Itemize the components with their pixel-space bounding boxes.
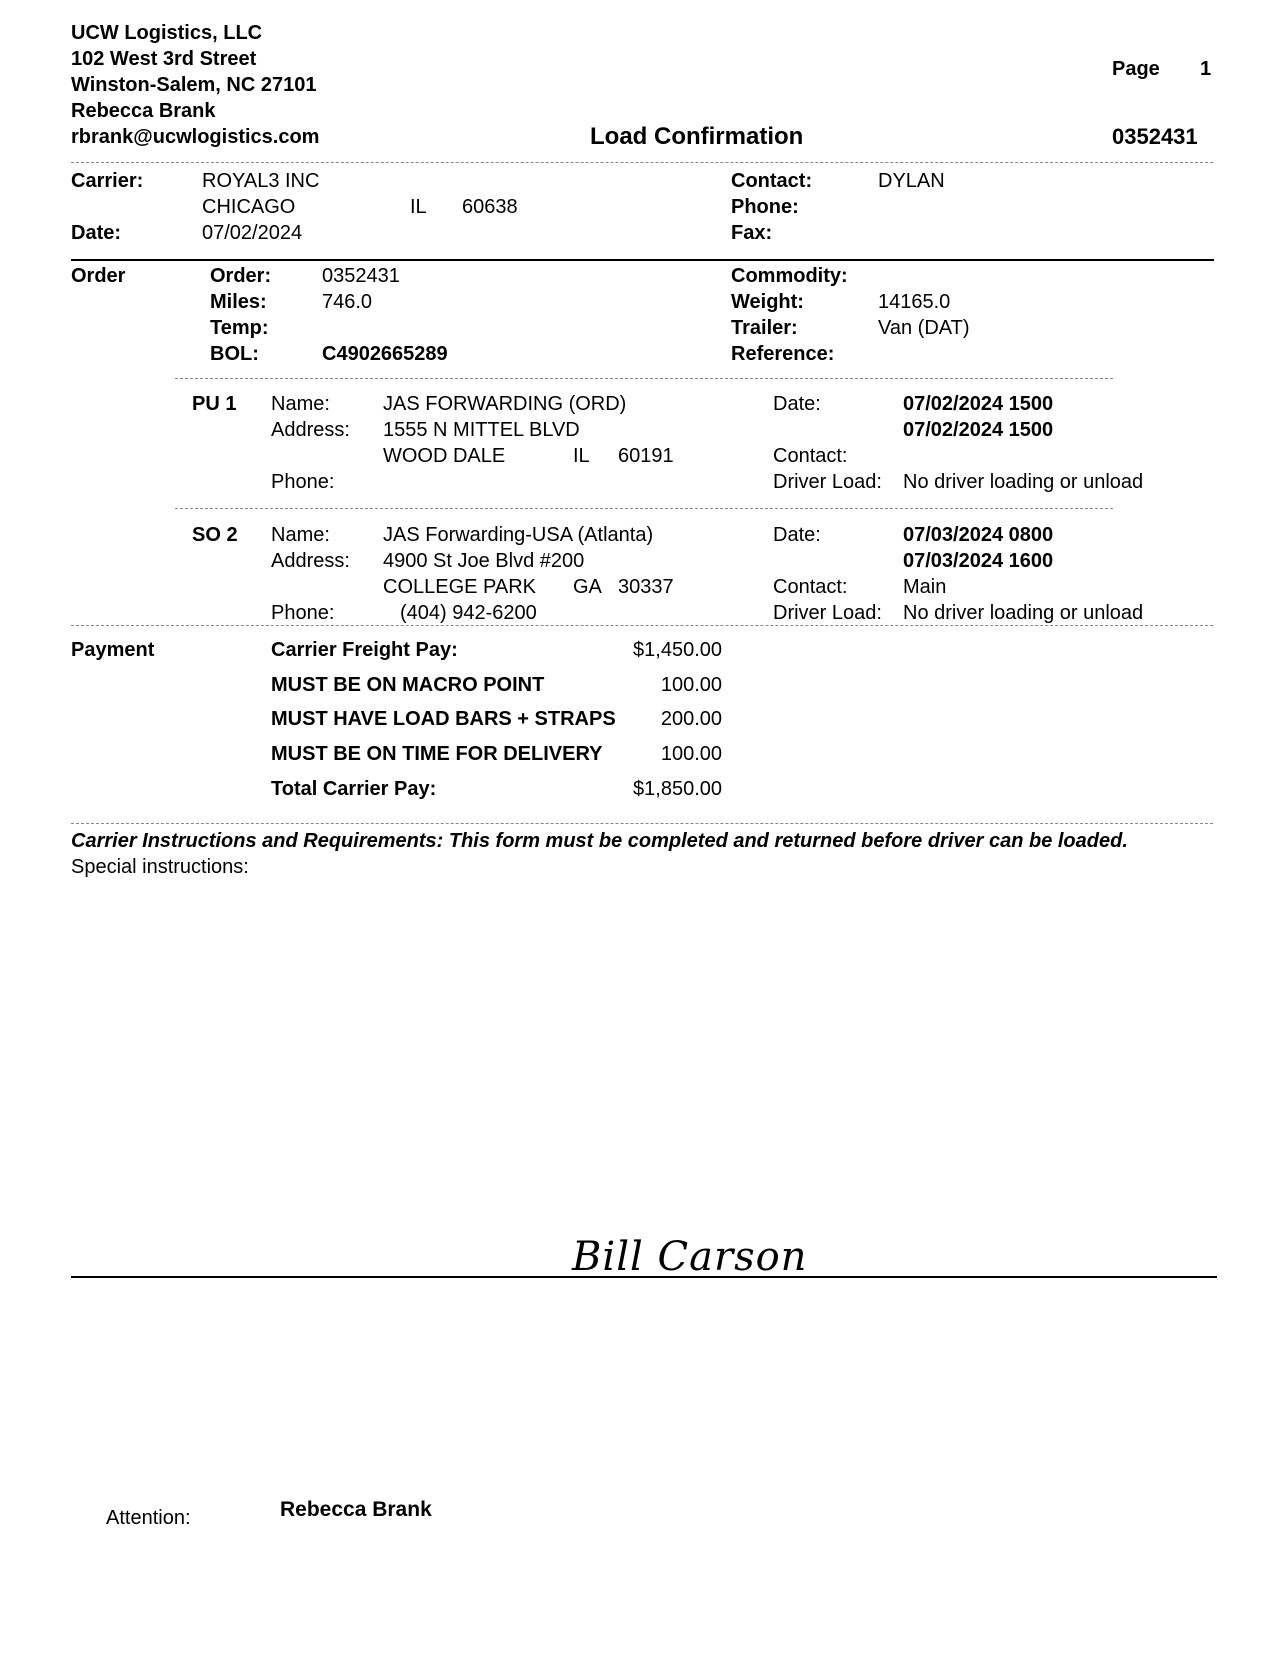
reference-label: Reference: xyxy=(731,343,835,365)
stop-address-label: Address: xyxy=(271,550,350,572)
carrier-signature: Bill Carson xyxy=(572,1234,808,1280)
trailer-label: Trailer: xyxy=(731,317,798,339)
company-street: 102 West 3rd Street xyxy=(71,48,257,70)
commodity-label: Commodity: xyxy=(731,265,848,287)
stop-name-label: Name: xyxy=(271,393,330,415)
payment-total-label: Total Carrier Pay: xyxy=(271,778,437,800)
payment-line-amount: $1,450.00 xyxy=(633,639,722,661)
carrier-label: Carrier: xyxy=(71,170,144,192)
page-number: 1 xyxy=(1200,58,1212,80)
stop-driver-load: No driver loading or unload xyxy=(903,602,1144,624)
carrier-name: ROYAL3 INC xyxy=(202,170,320,192)
bol-value: C4902665289 xyxy=(322,343,448,365)
stop-code: PU 1 xyxy=(192,393,237,415)
stop-date-start: 07/03/2024 0800 xyxy=(903,524,1054,546)
stops-divider xyxy=(71,625,1213,626)
temp-label: Temp: xyxy=(210,317,269,339)
stop-address-line: 1555 N MITTEL BLVD xyxy=(383,419,580,441)
stop-contact-label: Contact: xyxy=(773,576,848,598)
signature-line xyxy=(71,1276,1217,1278)
payment-line-label: MUST BE ON MACRO POINT xyxy=(271,674,545,696)
stop-divider xyxy=(175,508,1113,509)
stop-code: SO 2 xyxy=(192,524,238,546)
stop-driver-load: No driver loading or unload xyxy=(903,471,1144,493)
payment-line-label: MUST HAVE LOAD BARS + STRAPS xyxy=(271,708,616,730)
stop-zip: 60191 xyxy=(618,445,674,467)
payment-section-label: Payment xyxy=(71,639,155,661)
stop-phone: (404) 942-6200 xyxy=(400,602,537,624)
carrier-contact: DYLAN xyxy=(878,170,945,192)
payment-line-label: Carrier Freight Pay: xyxy=(271,639,458,661)
order-value: 0352431 xyxy=(322,265,400,287)
carrier-date-label: Date: xyxy=(71,222,122,244)
carrier-instructions-heading: Carrier Instructions and Requirements: This form must be completed and returned before driver can be loaded. xyxy=(71,830,1128,852)
payment-total-amount: $1,850.00 xyxy=(633,778,722,800)
stop-date-label: Date: xyxy=(773,393,821,415)
stop-date-end: 07/03/2024 1600 xyxy=(903,550,1054,572)
company-email: rbrank@ucwlogistics.com xyxy=(71,126,320,148)
attention-label: Attention: xyxy=(106,1507,191,1529)
stop-name: JAS Forwarding-USA (Atlanta) xyxy=(383,524,654,546)
weight-label: Weight: xyxy=(731,291,804,313)
carrier-date: 07/02/2024 xyxy=(202,222,303,244)
company-name: UCW Logistics, LLC xyxy=(71,22,263,44)
stop-date-start: 07/02/2024 1500 xyxy=(903,393,1054,415)
payment-divider xyxy=(71,823,1213,824)
payment-line-amount: 200.00 xyxy=(660,708,722,730)
stop-name: JAS FORWARDING (ORD) xyxy=(383,393,627,415)
page-label: Page xyxy=(1112,58,1160,80)
trailer-value: Van (DAT) xyxy=(878,317,970,339)
stop-contact: Main xyxy=(903,576,947,598)
order-divider xyxy=(175,378,1113,379)
attention-name: Rebecca Brank xyxy=(280,1498,432,1521)
stop-city: WOOD DALE xyxy=(383,445,506,467)
stop-driver-load-label: Driver Load: xyxy=(773,471,882,493)
stop-zip: 30337 xyxy=(618,576,674,598)
bol-label: BOL: xyxy=(210,343,259,365)
stop-contact-label: Contact: xyxy=(773,445,848,467)
payment-line-amount: 100.00 xyxy=(660,743,722,765)
carrier-state: IL xyxy=(410,196,427,218)
confirmation-number: 0352431 xyxy=(1112,124,1198,149)
header-divider xyxy=(71,162,1213,163)
miles-label: Miles: xyxy=(210,291,267,313)
company-contact-name: Rebecca Brank xyxy=(71,100,216,122)
stop-address-line: 4900 St Joe Blvd #200 xyxy=(383,550,585,572)
stop-name-label: Name: xyxy=(271,524,330,546)
stop-phone-label: Phone: xyxy=(271,471,335,493)
stop-address-label: Address: xyxy=(271,419,350,441)
carrier-divider xyxy=(71,259,1214,261)
carrier-zip: 60638 xyxy=(462,196,518,218)
miles-value: 746.0 xyxy=(322,291,373,313)
order-label: Order: xyxy=(210,265,272,287)
stop-date-label: Date: xyxy=(773,524,821,546)
payment-line-label: MUST BE ON TIME FOR DELIVERY xyxy=(271,743,603,765)
special-instructions-label: Special instructions: xyxy=(71,856,249,878)
carrier-fax-label: Fax: xyxy=(731,222,773,244)
order-section-label: Order xyxy=(71,265,126,287)
carrier-phone-label: Phone: xyxy=(731,196,799,218)
carrier-contact-label: Contact: xyxy=(731,170,813,192)
stop-city: COLLEGE PARK xyxy=(383,576,537,598)
weight-value: 14165.0 xyxy=(878,291,951,313)
carrier-city: CHICAGO xyxy=(202,196,296,218)
payment-line-amount: 100.00 xyxy=(660,674,722,696)
company-city-state-zip: Winston-Salem, NC 27101 xyxy=(71,74,317,96)
stop-driver-load-label: Driver Load: xyxy=(773,602,882,624)
document-title: Load Confirmation xyxy=(590,123,804,150)
stop-state: GA xyxy=(573,576,602,598)
stop-state: IL xyxy=(573,445,590,467)
stop-phone-label: Phone: xyxy=(271,602,335,624)
stop-date-end: 07/02/2024 1500 xyxy=(903,419,1054,441)
